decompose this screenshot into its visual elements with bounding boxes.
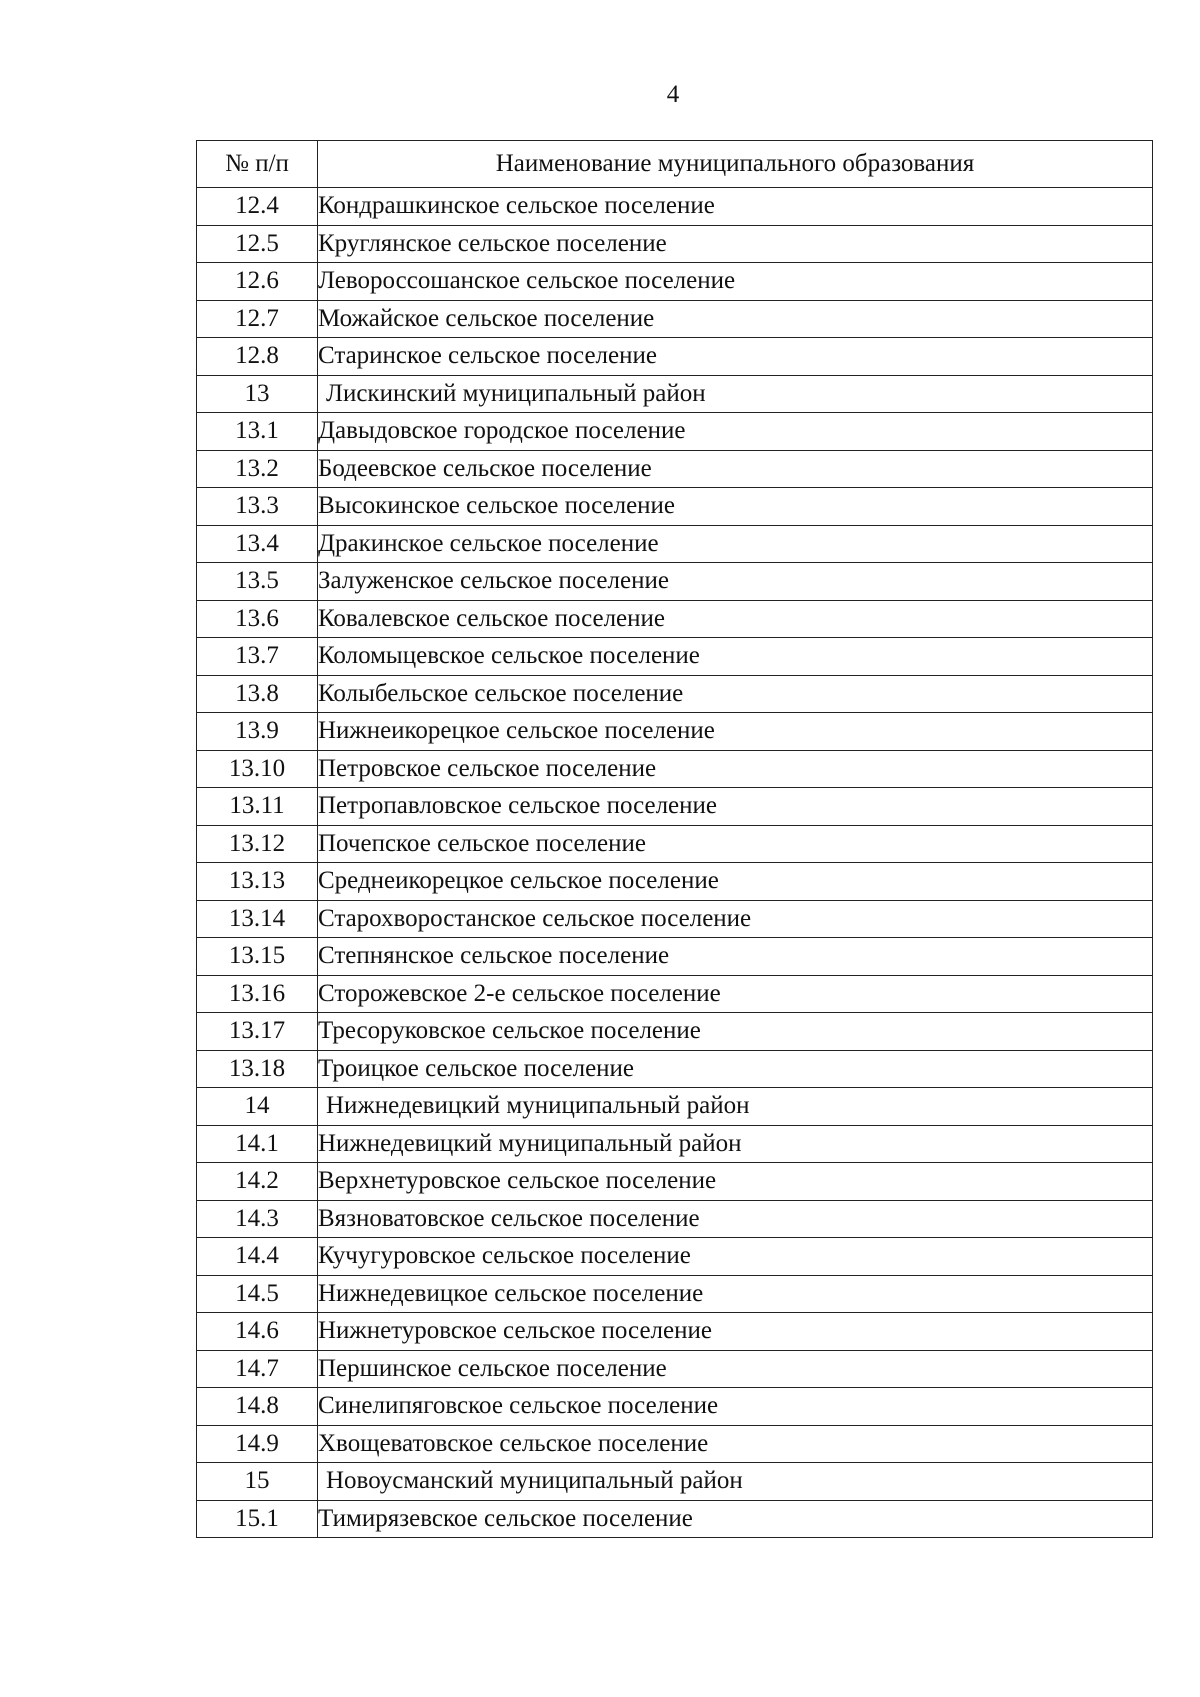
settlement-name: Хвощеватовское сельское поселение (318, 1425, 1153, 1463)
row-number: 13.17 (197, 1013, 318, 1051)
row-number: 13.2 (197, 450, 318, 488)
settlement-row (197, 788, 1153, 826)
settlement-name: Левороссошанское сельское поселение (318, 263, 1153, 301)
row-number: 14.3 (197, 1200, 318, 1238)
settlement-row (197, 675, 1153, 713)
row-number: 14 (197, 1088, 318, 1126)
settlement-row (197, 938, 1153, 976)
settlement-row (197, 488, 1153, 526)
row-number: 13.11 (197, 788, 318, 826)
column-header-number: № п/п (197, 141, 318, 188)
row-number: 13.1 (197, 413, 318, 451)
settlement-row (197, 525, 1153, 563)
row-number: 13.4 (197, 525, 318, 563)
table-header-row (197, 141, 1153, 188)
settlement-row (197, 1350, 1153, 1388)
row-number: 14.4 (197, 1238, 318, 1276)
settlement-row (197, 1425, 1153, 1463)
settlement-row (197, 863, 1153, 901)
settlement-name: Вязноватовское сельское поселение (318, 1200, 1153, 1238)
settlement-name: Круглянское сельское поселение (318, 225, 1153, 263)
row-number: 14.5 (197, 1275, 318, 1313)
settlement-row (197, 1388, 1153, 1426)
settlement-row (197, 225, 1153, 263)
settlement-row (197, 1125, 1153, 1163)
row-number: 14.1 (197, 1125, 318, 1163)
settlement-row (197, 263, 1153, 301)
settlement-name: Дракинское сельское поселение (318, 525, 1153, 563)
table-body (197, 188, 1153, 1538)
column-header-name: Наименование муниципального образования (318, 141, 1153, 188)
row-number: 12.4 (197, 188, 318, 226)
row-number: 12.7 (197, 300, 318, 338)
district-name: Нижнедевицкий муниципальный район (318, 1088, 1153, 1126)
settlement-name: Почепское сельское поселение (318, 825, 1153, 863)
row-number: 14.6 (197, 1313, 318, 1351)
page-number-text: 4 (666, 81, 680, 108)
row-number: 13.6 (197, 600, 318, 638)
row-number: 13.16 (197, 975, 318, 1013)
row-number: 13.13 (197, 863, 318, 901)
row-number: 14.2 (197, 1163, 318, 1201)
settlement-row (197, 750, 1153, 788)
settlement-row (197, 1275, 1153, 1313)
settlement-name: Верхнетуровское сельское поселение (318, 1163, 1153, 1201)
settlement-row (197, 1200, 1153, 1238)
settlement-row (197, 600, 1153, 638)
settlement-name: Среднеикорецкое сельское поселение (318, 863, 1153, 901)
settlement-name: Старинское сельское поселение (318, 338, 1153, 376)
settlement-name: Нижнедевицкий муниципальный район (318, 1125, 1153, 1163)
settlement-name: Кондрашкинское сельское поселение (318, 188, 1153, 226)
row-number: 12.5 (197, 225, 318, 263)
settlement-name: Можайское сельское поселение (318, 300, 1153, 338)
row-number: 15 (197, 1463, 318, 1501)
settlement-row (197, 450, 1153, 488)
settlement-name: Троицкое сельское поселение (318, 1050, 1153, 1088)
row-number: 14.7 (197, 1350, 318, 1388)
settlement-name: Высокинское сельское поселение (318, 488, 1153, 526)
settlement-row (197, 638, 1153, 676)
settlement-name: Нижнетуровское сельское поселение (318, 1313, 1153, 1351)
row-number: 13.18 (197, 1050, 318, 1088)
settlement-name: Ковалевское сельское поселение (318, 600, 1153, 638)
row-number: 15.1 (197, 1500, 318, 1538)
settlement-row (197, 825, 1153, 863)
district-row (197, 1088, 1153, 1126)
row-number: 13.15 (197, 938, 318, 976)
settlement-row (197, 975, 1153, 1013)
settlement-row (197, 300, 1153, 338)
row-number: 13.5 (197, 563, 318, 601)
row-number: 12.6 (197, 263, 318, 301)
row-number: 14.9 (197, 1425, 318, 1463)
settlement-row (197, 1313, 1153, 1351)
row-number: 13.12 (197, 825, 318, 863)
row-number: 13.7 (197, 638, 318, 676)
page-number (0, 80, 1200, 110)
settlement-name: Старохворостанское сельское поселение (318, 900, 1153, 938)
settlement-name: Тимирязевское сельское поселение (318, 1500, 1153, 1538)
settlement-row (197, 413, 1153, 451)
row-number: 13.10 (197, 750, 318, 788)
settlement-row (197, 1163, 1153, 1201)
row-number: 13 (197, 375, 318, 413)
settlement-name: Синелипяговское сельское поселение (318, 1388, 1153, 1426)
row-number: 12.8 (197, 338, 318, 376)
settlement-row (197, 563, 1153, 601)
settlement-name: Першинское сельское поселение (318, 1350, 1153, 1388)
row-number: 13.3 (197, 488, 318, 526)
settlement-name: Коломыцевское сельское поселение (318, 638, 1153, 676)
settlement-row (197, 1238, 1153, 1276)
row-number: 14.8 (197, 1388, 318, 1426)
settlement-row (197, 338, 1153, 376)
settlement-row (197, 1013, 1153, 1051)
settlement-row (197, 1050, 1153, 1088)
settlement-name: Бодеевское сельское поселение (318, 450, 1153, 488)
settlement-row (197, 713, 1153, 751)
settlement-name: Нижнедевицкое сельское поселение (318, 1275, 1153, 1313)
settlement-name: Петровское сельское поселение (318, 750, 1153, 788)
district-row (197, 1463, 1153, 1501)
settlement-name: Залуженское сельское поселение (318, 563, 1153, 601)
settlement-name: Давыдовское городское поселение (318, 413, 1153, 451)
municipalities-table (196, 140, 1153, 1538)
row-number: 13.14 (197, 900, 318, 938)
district-row (197, 375, 1153, 413)
row-number: 13.8 (197, 675, 318, 713)
settlement-name: Петропавловское сельское поселение (318, 788, 1153, 826)
settlement-name: Колыбельское сельское поселение (318, 675, 1153, 713)
settlement-name: Кучугуровское сельское поселение (318, 1238, 1153, 1276)
settlement-name: Нижнеикорецкое сельское поселение (318, 713, 1153, 751)
district-name: Лискинский муниципальный район (318, 375, 1153, 413)
settlement-name: Тресоруковское сельское поселение (318, 1013, 1153, 1051)
district-name: Новоусманский муниципальный район (318, 1463, 1153, 1501)
row-number: 13.9 (197, 713, 318, 751)
settlement-row (197, 188, 1153, 226)
settlement-row (197, 1500, 1153, 1538)
settlement-row (197, 900, 1153, 938)
settlement-name: Степнянское сельское поселение (318, 938, 1153, 976)
settlement-name: Сторожевское 2-е сельское поселение (318, 975, 1153, 1013)
